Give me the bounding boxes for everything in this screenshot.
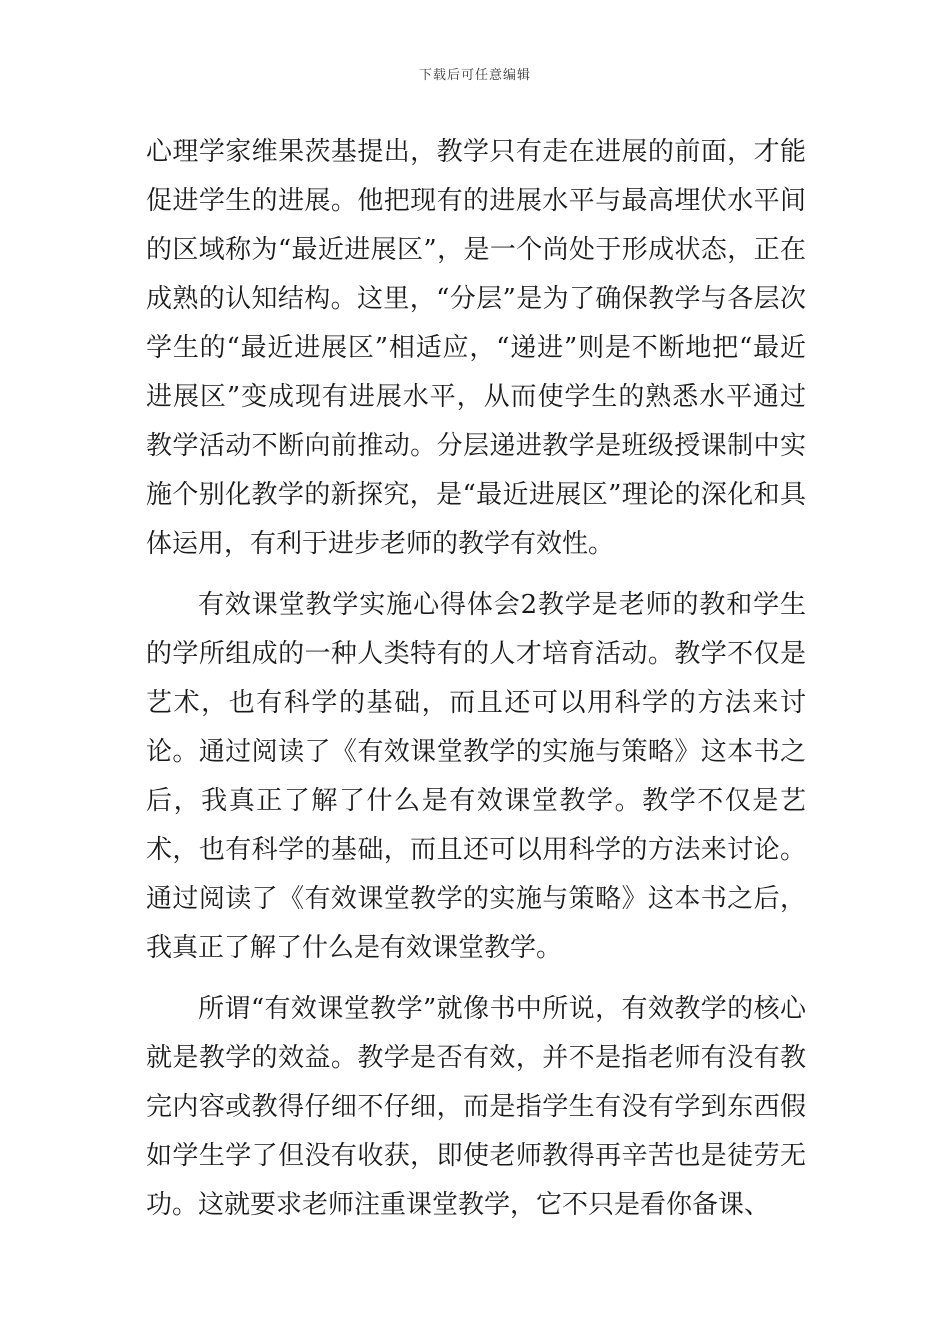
- document-body: [146, 128, 806, 1230]
- page-header-note: 下载后可任意编辑: [418, 68, 531, 83]
- paragraph-reading-reflection: 有效课堂教学实施心得体会2教学是老师的教和学生的学所组成的一种人类特有的人才培育活动。教学不仅是艺术，也有科学的基础，而且还可以用科学的方法来讨论。通过阅读了《有效课堂教学的实施与策略》这本书之后，我真正了解了什么是有效课堂教学。教学不仅是艺术，也有科学的基础，而且还可以用科学的方法来讨论。通过阅读了《有效课堂教学的实施与策略》这本书之后，我真正了解了什么是有效课堂教学。: [146, 590, 806, 963]
- paragraph-effective-teaching-definition: 所谓“有效课堂教学”就像书中所说，有效教学的核心就是教学的效益。教学是否有效，并不是指老师有没有教完内容或教得仔细不仔细，而是指学生有没有学到东西假如学生学了但没有收获，即使老师教得再辛苦也是徒劳无功。这就要求老师注重课堂教学，它不只是看你备课、: [146, 994, 806, 1220]
- paragraph-zone-of-proximal-development: 心理学家维果茨基提出，教学只有走在进展的前面，才能促进学生的进展。他把现有的进展水平与最高埋伏水平间的区域称为“最近进展区”，是一个尚处于形成状态，正在成熟的认知结构。这里，“分层”是为了确保教学与各层次学生的“最近进展区”相适应，“递进”则是不断地把“最近进展区”变成现有进展水平，从而使学生的熟悉水平通过教学活动不断向前推动。分层递进教学是班级授课制中实施个别化教学的新探究，是“最近进展区”理论的深化和具体运用，有利于进步老师的教学有效性。: [146, 137, 806, 559]
